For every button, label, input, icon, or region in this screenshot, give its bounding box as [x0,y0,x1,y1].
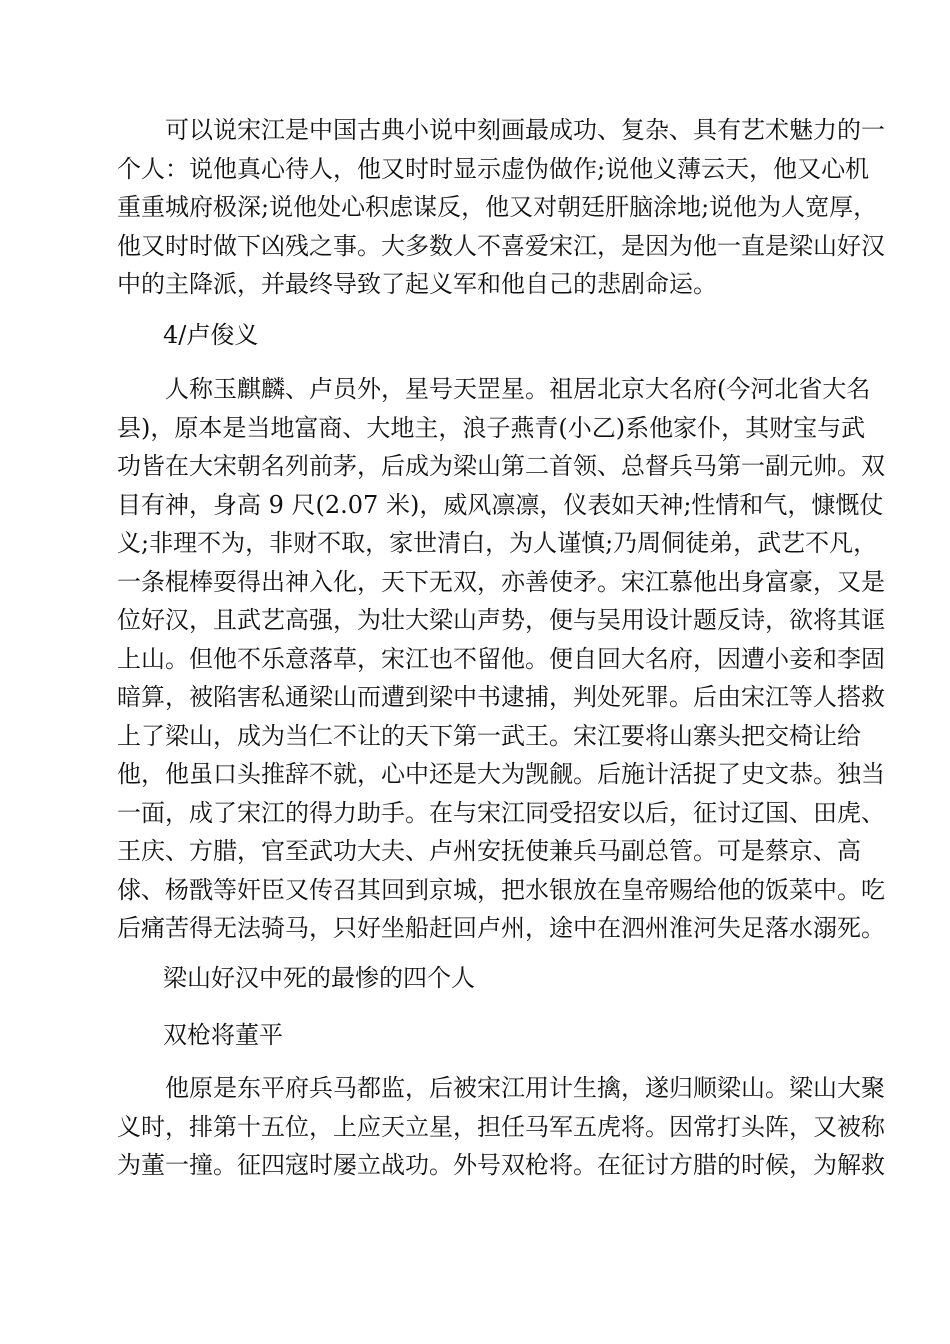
paragraph-line: 他，他虽口头推辞不就，心中还是大为觊觎。后施计活捉了史文恭。独当 [117,760,885,788]
section-heading-four-tragic-deaths: 梁山好汉中死的最惨的四个人 [163,964,475,992]
paragraph-line: 王庆、方腊，官至武功大夫、卢州安抚使兼兵马副总管。可是蔡京、高 [117,837,861,865]
paragraph-line: 义时，排第十五位，上应天立星，担任马军五虎将。因常打头阵，又被称 [117,1112,885,1141]
paragraph-line: 功皆在大宋朝名列前茅，后成为梁山第二首领、总督兵马第一副元帅。双 [117,452,885,480]
section-heading-lu-junyi: 4/卢俊义 [163,321,259,349]
paragraph-line: 人称玉麒麟、卢员外，星号天罡星。祖居北京大名府(今河北省大名 [117,375,871,403]
paragraph-line: 一面，成了宋江的得力助手。在与宋江同受招安以后，征讨辽国、田虎、 [117,798,885,827]
paragraph-lu-junyi [117,370,885,948]
paragraph-line: 俅、杨戬等奸臣又传召其回到京城，把水银放在皇帝赐给他的饭菜中。吃 [117,875,885,904]
paragraph-line: 为董一撞。征四寇时屡立战功。外号双枪将。在征讨方腊的时候，为解救 [117,1151,885,1179]
paragraph-line: 一条棍棒耍得出神入化，天下无双，亦善使矛。宋江慕他出身富豪，又是 [117,567,885,596]
paragraph-line: 他又时时做下凶残之事。大多数人不喜爱宋江，是因为他一直是梁山好汉 [117,231,885,260]
paragraph-line: 县)，原本是当地富商、大地主，浪子燕青(小乙)系他家仆，其财宝与武 [117,413,866,442]
paragraph-line: 上山。但他不乐意落草，宋江也不留他。便自回大名府，因遭小妾和李固 [117,644,885,673]
paragraph-line: 后痛苦得无法骑马，只好坐船赶回卢州，途中在泗州淮河失足落水溺死。 [117,914,885,942]
section-heading-dong-ping: 双枪将董平 [163,1021,283,1049]
paragraph-dong-ping [117,1069,885,1185]
paragraph-line: 暗算，被陷害私通梁山而遭到梁中书逮捕，判处死罪。后由宋江等人搭救 [117,683,885,711]
paragraph-line: 上了梁山，成为当仁不让的天下第一武王。宋江要将山寨头把交椅让给 [117,721,861,750]
paragraph-line: 位好汉，且武艺高强，为壮大梁山声势，便与吴用设计题反诗，欲将其诓 [117,606,885,634]
paragraph-line: 义;非理不为，非财不取，家世清白，为人谨慎;乃周侗徒弟，武艺不凡， [117,529,878,557]
paragraph-line: 个人：说他真心待人，他又时时显示虚伪做作;说他义薄云天，他又心机 [117,154,870,183]
paragraph-line: 他原是东平府兵马都监，后被宋江用计生擒，遂归顺梁山。梁山大聚 [117,1074,885,1102]
paragraph-line: 可以说宋江是中国古典小说中刻画最成功、复杂、具有艺术魅力的一 [117,116,885,144]
paragraph-line: 重重城府极深;说他处心积虑谋反，他又对朝廷肝脑涂地;说他为人宽厚， [117,193,878,221]
paragraph-song-jiang [117,111,885,304]
paragraph-line: 中的主降派，并最终导致了起义军和他自己的悲剧命运。 [117,270,717,298]
paragraph-line: 目有神，身高 9 尺(2.07 米)，威风凛凛，仪表如天神;性情和气，慷慨仗 [117,490,884,519]
